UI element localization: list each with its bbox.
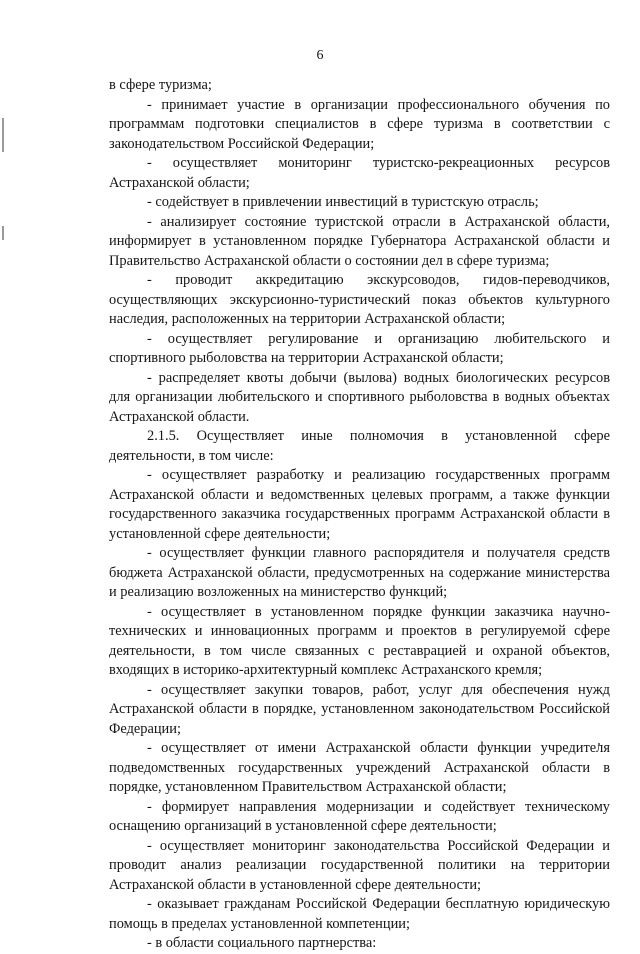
paragraph: - осуществляет закупки товаров, работ, услуг для обеспечения нужд Астраханской области в порядке, установленном законодательством Российской Федерации;	[109, 681, 610, 737]
document-body	[109, 76, 610, 954]
paragraph: - формирует направления модернизации и содействует техническому оснащению организаций в установленной сфере деятельности;	[109, 798, 610, 834]
paragraph: - осуществляет регулирование и организацию любительского и спортивного рыболовства на территории Астраханской области;	[109, 330, 610, 366]
paragraph: - содействует в привлечении инвестиций в туристскую отрасль;	[147, 194, 539, 210]
paragraph: - распределяет квоты добычи (вылова) водных биологических ресурсов для организации любительского и спортивного рыболовства в водных объектах Астраханской области.	[109, 369, 610, 425]
paragraph: - анализирует состояние туристской отрасли в Астраханской области, информирует в установленном порядке Губернатора Астраханской области и Правительство Астраханской области о состоянии дел в сфере туризма;	[109, 213, 610, 269]
page-number: 6	[316, 48, 324, 63]
margin-scan-mark	[2, 118, 4, 152]
paragraph: - принимает участие в организации профессионального обучения по программам подготовки специалистов в сфере туризма в соответствии с законодательством Российской Федерации;	[109, 96, 610, 152]
paragraph: - осуществляет мониторинг туристско-рекреационных ресурсов Астраханской области;	[109, 155, 610, 191]
paragraph: - проводит аккредитацию экскурсоводов, гидов-переводчиков, осуществляющих экскурсионно-туристический показ объектов культурного наследия, расположенных на территории Астраханской области;	[109, 272, 610, 327]
paragraph: в сфере туризма;	[109, 77, 212, 93]
paragraph: - осуществляет от имени Астраханской области функции учредителя подведомственных государственных учреждений Астраханской области в порядке, установленном Правительством Астраханской области;	[109, 740, 610, 795]
paragraph: - осуществляет в установленном порядке функции заказчика научно-технических и инновационных программ и проектов в регулируемой сфере деятельности, в том числе связанных с реставрацией и охраной объектов, входящих в историко-архитектурный комплекс Астраханского кремля;	[109, 603, 610, 678]
paragraph: 2.1.5. Осуществляет иные полномочия в установленной сфере деятельности, в том числе:	[109, 428, 610, 464]
paragraph: - осуществляет разработку и реализацию государственных программ Астраханской области и ведомственных целевых программ, а также функции государственного заказчика государственных программ Астраханской области в установленной сфере деятельности;	[109, 467, 610, 542]
paragraph: - оказывает гражданам Российской Федерации бесплатную юридическую помощь в пределах установленной компетенции;	[109, 896, 610, 932]
paragraph: - осуществляет функции главного распорядителя и получателя средств бюджета Астраханской области, предусмотренных на содержание министерства и реализацию возложенных на министерство функций;	[109, 545, 610, 600]
paragraph: - в области социального партнерства:	[147, 935, 377, 951]
margin-scan-mark	[2, 226, 4, 240]
paragraph: - осуществляет мониторинг законодательства Российской Федерации и проводит анализ реализации государственной политики на территории Астраханской области в установленной сфере деятельности;	[109, 837, 610, 893]
